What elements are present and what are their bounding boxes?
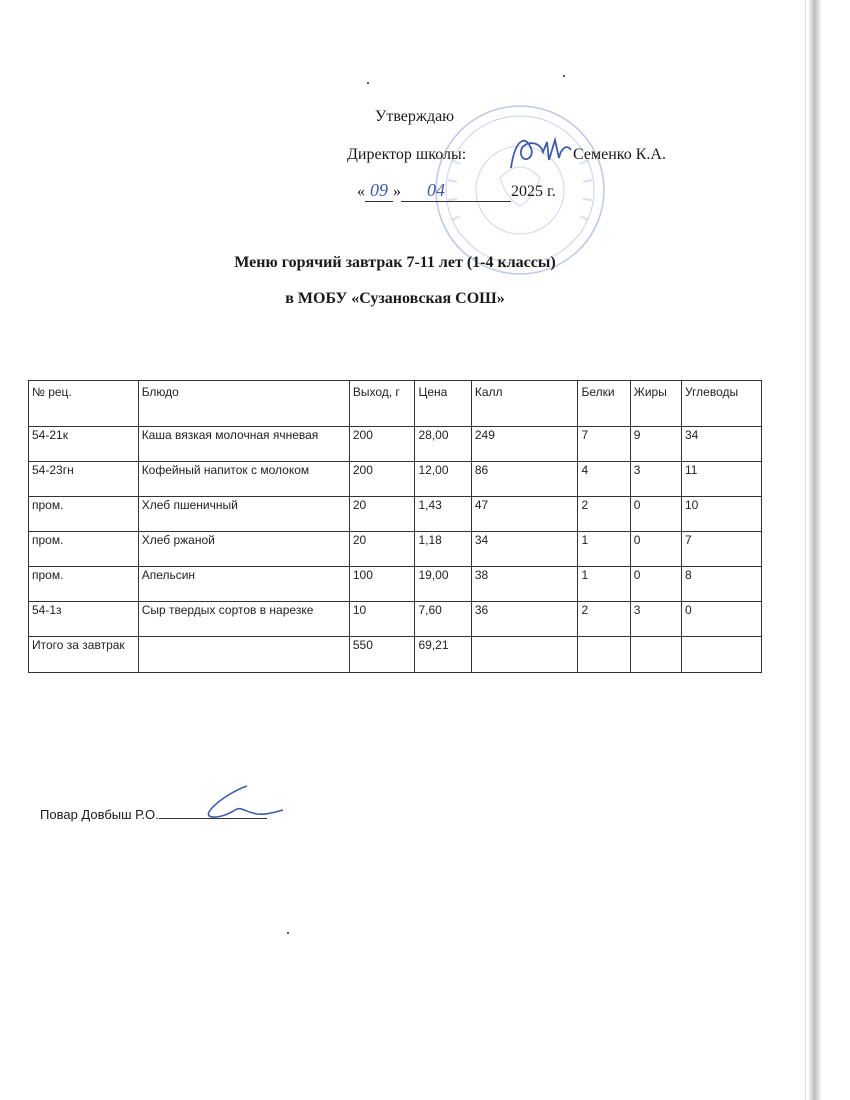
cell-dish: Хлеб ржаной: [138, 532, 349, 567]
cell-recipe-number: 54-21к: [29, 427, 139, 462]
cell-dish: Сыр твердых сортов в нарезке: [138, 602, 349, 637]
total-empty-cell: [138, 637, 349, 673]
header-calories: Калл: [471, 381, 578, 427]
cell-carbs: 7: [681, 532, 761, 567]
cell-fats: 0: [630, 567, 681, 602]
approval-role: Директор школы:: [347, 146, 467, 163]
total-output: 550: [349, 637, 415, 673]
cell-fats: 3: [630, 462, 681, 497]
date-open-quote: «: [357, 183, 365, 200]
cell-calories: 86: [471, 462, 578, 497]
menu-table: [28, 380, 762, 673]
cell-price: 1,43: [415, 497, 471, 532]
scan-edge-line: [805, 0, 806, 1100]
cell-price: 19,00: [415, 567, 471, 602]
cell-carbs: 0: [681, 602, 761, 637]
cell-dish: Каша вязкая молочная ячневая: [138, 427, 349, 462]
table-row: [29, 497, 762, 532]
cell-proteins: 1: [578, 567, 630, 602]
approval-title: Утверждаю: [375, 108, 455, 125]
cell-recipe-number: 54-1з: [29, 602, 139, 637]
scan-speck: [563, 75, 565, 77]
cell-calories: 249: [471, 427, 578, 462]
date-year: 2025 г.: [511, 183, 556, 200]
cell-output: 20: [349, 532, 415, 567]
cell-dish: Хлеб пшеничный: [138, 497, 349, 532]
cell-output: 100: [349, 567, 415, 602]
cell-price: 1,18: [415, 532, 471, 567]
date-day: 09: [365, 180, 393, 202]
cell-carbs: 34: [681, 427, 761, 462]
cell-carbs: 8: [681, 567, 761, 602]
table-row: [29, 532, 762, 567]
cell-fats: 0: [630, 532, 681, 567]
cell-fats: 9: [630, 427, 681, 462]
cell-calories: 36: [471, 602, 578, 637]
cell-recipe-number: пром.: [29, 532, 139, 567]
cell-dish: Апельсин: [138, 567, 349, 602]
cell-output: 200: [349, 462, 415, 497]
cook-name: Повар Довбыш Р.О.: [40, 807, 159, 822]
total-row: [29, 637, 762, 673]
cell-fats: 3: [630, 602, 681, 637]
cell-calories: 47: [471, 497, 578, 532]
cell-proteins: 4: [578, 462, 630, 497]
table-row: [29, 462, 762, 497]
cell-output: 200: [349, 427, 415, 462]
cell-carbs: 10: [681, 497, 761, 532]
cell-proteins: 2: [578, 497, 630, 532]
total-price: 69,21: [415, 637, 471, 673]
table-row: [29, 602, 762, 637]
total-empty-cell: [681, 637, 761, 673]
total-empty-cell: [471, 637, 578, 673]
cell-recipe-number: 54-23гн: [29, 462, 139, 497]
cell-price: 28,00: [415, 427, 471, 462]
cell-output: 20: [349, 497, 415, 532]
table-row: [29, 567, 762, 602]
cell-calories: 34: [471, 532, 578, 567]
table-row: [29, 427, 762, 462]
director-name: Семенко К.А.: [573, 146, 666, 163]
cell-price: 7,60: [415, 602, 471, 637]
total-empty-cell: [630, 637, 681, 673]
header-carbs: Углеводы: [681, 381, 761, 427]
director-signature: [503, 130, 573, 175]
cell-recipe-number: пром.: [29, 497, 139, 532]
header-fats: Жиры: [630, 381, 681, 427]
header-output: Выход, г: [349, 381, 415, 427]
date-close-quote: »: [393, 183, 401, 200]
approval-date: [357, 180, 556, 202]
scan-speck: [367, 82, 369, 84]
scan-edge-shadow: [808, 0, 822, 1100]
school-name: в МОБУ «Сузановская СОШ»: [285, 290, 505, 307]
cell-output: 10: [349, 602, 415, 637]
cell-proteins: 1: [578, 532, 630, 567]
cell-carbs: 11: [681, 462, 761, 497]
cook-signature: [195, 782, 285, 822]
header-proteins: Белки: [578, 381, 630, 427]
cell-price: 12,00: [415, 462, 471, 497]
menu-title: Меню горячий завтрак 7-11 лет (1-4 классы): [234, 254, 556, 271]
cell-recipe-number: пром.: [29, 567, 139, 602]
cell-proteins: 7: [578, 427, 630, 462]
scan-speck: [287, 932, 289, 934]
cell-calories: 38: [471, 567, 578, 602]
cell-dish: Кофейный напиток с молоком: [138, 462, 349, 497]
total-empty-cell: [578, 637, 630, 673]
total-label: Итого за завтрак: [29, 637, 139, 673]
table-header-row: [29, 381, 762, 427]
header-recipe-number: № рец.: [29, 381, 139, 427]
cell-fats: 0: [630, 497, 681, 532]
cell-proteins: 2: [578, 602, 630, 637]
date-month: 04: [427, 180, 445, 200]
header-dish: Блюдо: [138, 381, 349, 427]
header-price: Цена: [415, 381, 471, 427]
